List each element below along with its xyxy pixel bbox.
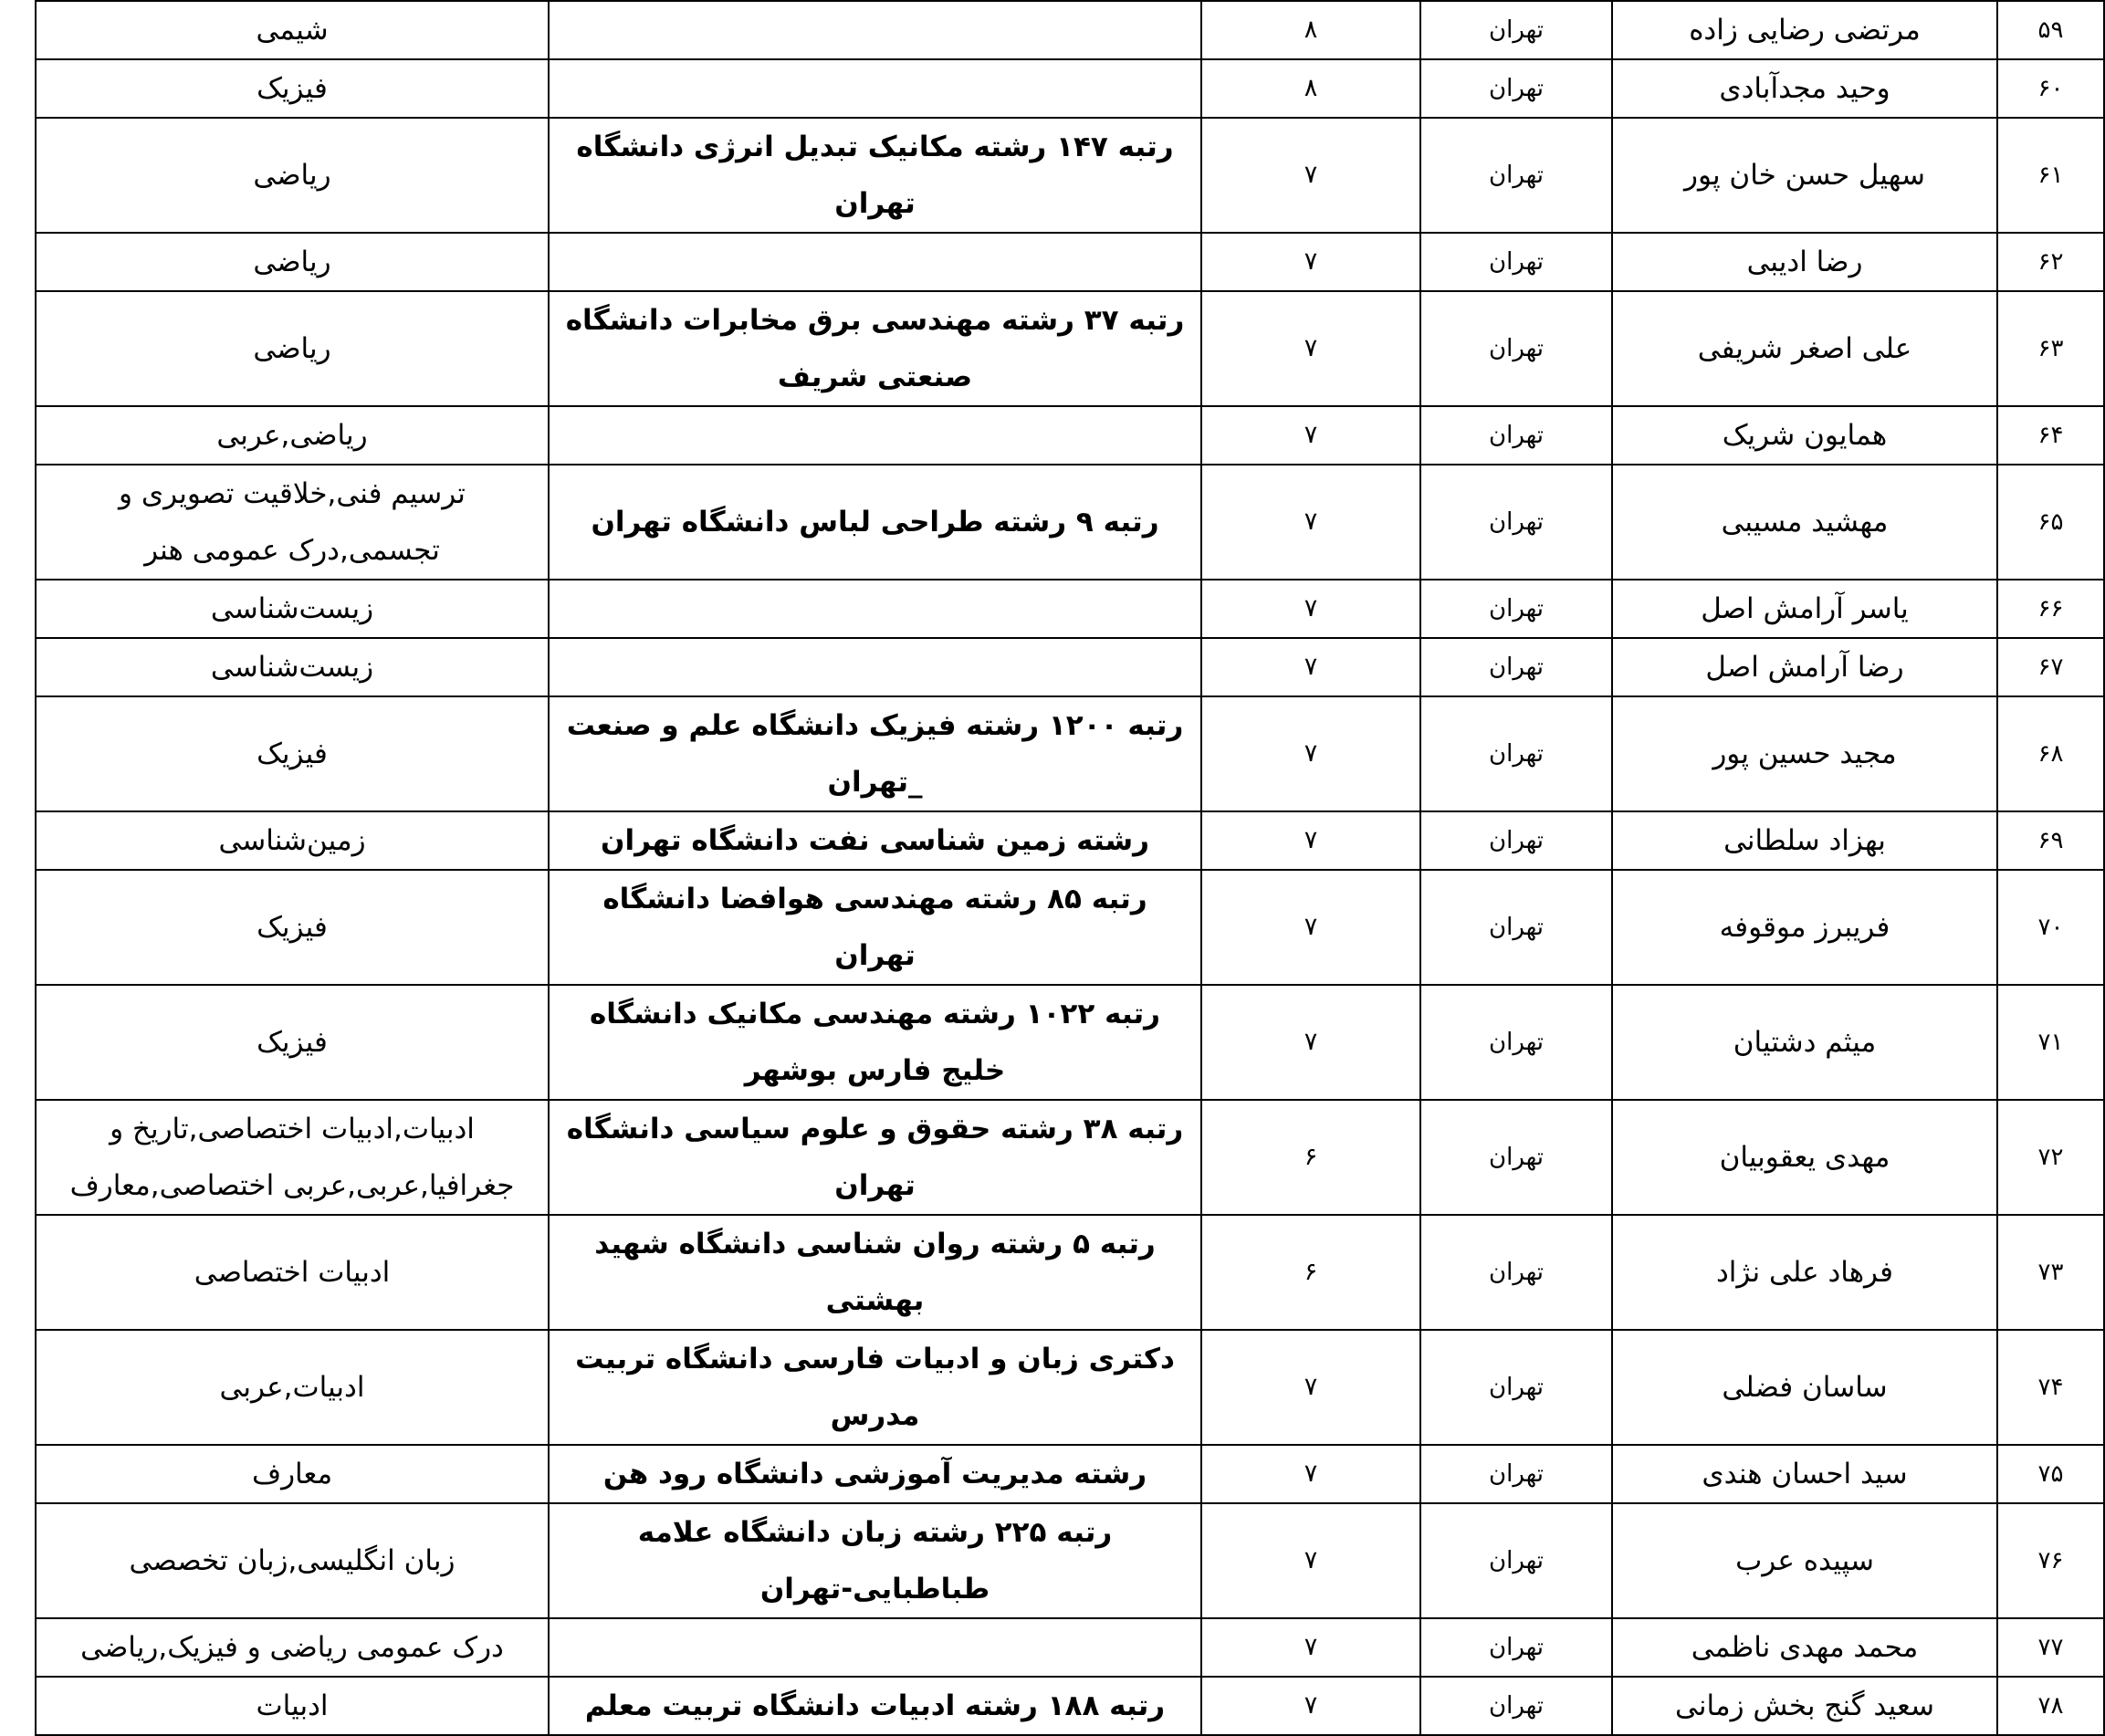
- city-cell: تهران: [1420, 1618, 1612, 1677]
- city-cell: تهران: [1420, 59, 1612, 118]
- row-number-cell: ۶۱: [1997, 118, 2104, 233]
- row-number-cell: ۷۱: [1997, 985, 2104, 1100]
- city-cell: تهران: [1420, 1215, 1612, 1330]
- university-rank-cell: رتبه ۳۷ رشته مهندسی برق مخابرات دانشگاه صنعتی شریف: [549, 291, 1201, 406]
- table-row: [36, 1618, 2104, 1677]
- row-number-cell: ۶۴: [1997, 406, 2104, 465]
- table-row: [36, 638, 2104, 696]
- city-cell: تهران: [1420, 233, 1612, 291]
- table-row: [36, 406, 2104, 465]
- university-rank-cell: [549, 1, 1201, 59]
- table-row: [36, 1330, 2104, 1445]
- subjects-cell: ریاضی: [36, 118, 549, 233]
- university-rank-cell: رتبه ۱۰۲۲ رشته مهندسی مکانیک دانشگاه خلیج فارس بوشهر: [549, 985, 1201, 1100]
- city-cell: تهران: [1420, 1503, 1612, 1618]
- row-number-cell: ۷۵: [1997, 1445, 2104, 1503]
- row-number-cell: ۵۹: [1997, 1, 2104, 59]
- table-row: [36, 233, 2104, 291]
- row-number-cell: ۷۶: [1997, 1503, 2104, 1618]
- university-rank-cell: رشته مدیریت آموزشی دانشگاه رود هن: [549, 1445, 1201, 1503]
- city-cell: تهران: [1420, 985, 1612, 1100]
- score-cell: ۷: [1201, 870, 1420, 985]
- subjects-cell: فیزیک: [36, 985, 549, 1100]
- university-rank-cell: [549, 233, 1201, 291]
- city-cell: تهران: [1420, 1100, 1612, 1215]
- teacher-name-cell: رضا آرامش اصل: [1612, 638, 1997, 696]
- subjects-cell: زیست‌شناسی: [36, 638, 549, 696]
- score-cell: ۸: [1201, 1, 1420, 59]
- score-cell: ۷: [1201, 811, 1420, 870]
- teacher-name-cell: مرتضی رضایی زاده: [1612, 1, 1997, 59]
- city-cell: تهران: [1420, 811, 1612, 870]
- university-rank-cell: [549, 406, 1201, 465]
- row-number-cell: ۶۹: [1997, 811, 2104, 870]
- score-cell: ۷: [1201, 1618, 1420, 1677]
- university-rank-cell: رتبه ۱۲۰۰ رشته فیزیک دانشگاه علم و صنعت _تهران: [549, 696, 1201, 811]
- university-rank-cell: [549, 580, 1201, 638]
- city-cell: تهران: [1420, 1, 1612, 59]
- subjects-cell: ریاضی: [36, 233, 549, 291]
- subjects-cell: ریاضی,عربی: [36, 406, 549, 465]
- city-cell: تهران: [1420, 580, 1612, 638]
- row-number-cell: ۶۷: [1997, 638, 2104, 696]
- table-row: [36, 1215, 2104, 1330]
- university-rank-cell: رتبه ۵ رشته روان شناسی دانشگاه شهید بهشتی: [549, 1215, 1201, 1330]
- teacher-name-cell: بهزاد سلطانی: [1612, 811, 1997, 870]
- subjects-cell: ترسیم فنی,خلاقیت تصویری و تجسمی,درک عمومی هنر: [36, 465, 549, 580]
- table-row: [36, 118, 2104, 233]
- table-row: [36, 1677, 2104, 1735]
- teacher-name-cell: فرهاد علی نژاد: [1612, 1215, 1997, 1330]
- city-cell: تهران: [1420, 291, 1612, 406]
- subjects-cell: فیزیک: [36, 59, 549, 118]
- teacher-name-cell: سپیده عرب: [1612, 1503, 1997, 1618]
- teacher-name-cell: فریبرز موقوفه: [1612, 870, 1997, 985]
- university-rank-cell: [549, 59, 1201, 118]
- score-cell: ۷: [1201, 985, 1420, 1100]
- city-cell: تهران: [1420, 406, 1612, 465]
- university-rank-cell: [549, 1618, 1201, 1677]
- table-row: [36, 696, 2104, 811]
- university-rank-cell: رتبه ۸۵ رشته مهندسی هوافضا دانشگاه تهران: [549, 870, 1201, 985]
- subjects-cell: ادبیات,ادبیات اختصاصی,تاریخ و جغرافیا,عربی,عربی اختصاصی,معارف: [36, 1100, 549, 1215]
- city-cell: تهران: [1420, 696, 1612, 811]
- teacher-name-cell: محمد مهدی ناظمی: [1612, 1618, 1997, 1677]
- city-cell: تهران: [1420, 465, 1612, 580]
- score-cell: ۷: [1201, 1330, 1420, 1445]
- university-rank-cell: رشته زمین شناسی نفت دانشگاه تهران: [549, 811, 1201, 870]
- subjects-cell: شیمی: [36, 1, 549, 59]
- subjects-cell: ادبیات: [36, 1677, 549, 1735]
- subjects-cell: زیست‌شناسی: [36, 580, 549, 638]
- teacher-name-cell: وحید مجدآبادی: [1612, 59, 1997, 118]
- row-number-cell: ۶۵: [1997, 465, 2104, 580]
- score-cell: ۷: [1201, 580, 1420, 638]
- table-row: [36, 985, 2104, 1100]
- city-cell: تهران: [1420, 118, 1612, 233]
- subjects-cell: ریاضی: [36, 291, 549, 406]
- teachers-table: [35, 0, 2105, 1736]
- score-cell: ۷: [1201, 118, 1420, 233]
- score-cell: ۷: [1201, 291, 1420, 406]
- score-cell: ۶: [1201, 1100, 1420, 1215]
- table-row: [36, 1100, 2104, 1215]
- teacher-name-cell: سهیل حسن خان پور: [1612, 118, 1997, 233]
- subjects-cell: فیزیک: [36, 870, 549, 985]
- subjects-cell: زبان انگلیسی,زبان تخصصی: [36, 1503, 549, 1618]
- teachers-table-container: [35, 0, 2064, 1736]
- university-rank-cell: رتبه ۳۸ رشته حقوق و علوم سیاسی دانشگاه تهران: [549, 1100, 1201, 1215]
- score-cell: ۷: [1201, 1445, 1420, 1503]
- score-cell: ۷: [1201, 638, 1420, 696]
- table-row: [36, 870, 2104, 985]
- university-rank-cell: دکتری زبان و ادبیات فارسی دانشگاه تربیت مدرس: [549, 1330, 1201, 1445]
- row-number-cell: ۷۸: [1997, 1677, 2104, 1735]
- city-cell: تهران: [1420, 1677, 1612, 1735]
- city-cell: تهران: [1420, 1330, 1612, 1445]
- teacher-name-cell: میثم دشتیان: [1612, 985, 1997, 1100]
- table-row: [36, 580, 2104, 638]
- university-rank-cell: [549, 638, 1201, 696]
- university-rank-cell: رتبه ۱۴۷ رشته مکانیک تبدیل انرژی دانشگاه تهران: [549, 118, 1201, 233]
- teacher-name-cell: سعید گنج بخش زمانی: [1612, 1677, 1997, 1735]
- university-rank-cell: رتبه ۹ رشته طراحی لباس دانشگاه تهران: [549, 465, 1201, 580]
- row-number-cell: ۶۲: [1997, 233, 2104, 291]
- score-cell: ۷: [1201, 1677, 1420, 1735]
- row-number-cell: ۷۰: [1997, 870, 2104, 985]
- score-cell: ۷: [1201, 696, 1420, 811]
- row-number-cell: ۷۷: [1997, 1618, 2104, 1677]
- teachers-table-body: [36, 1, 2104, 1735]
- table-row: [36, 811, 2104, 870]
- teacher-name-cell: مهشید مسیبی: [1612, 465, 1997, 580]
- row-number-cell: ۷۴: [1997, 1330, 2104, 1445]
- teacher-name-cell: علی اصغر شریفی: [1612, 291, 1997, 406]
- subjects-cell: فیزیک: [36, 696, 549, 811]
- teacher-name-cell: ساسان فضلی: [1612, 1330, 1997, 1445]
- university-rank-cell: رتبه ۱۸۸ رشته ادبیات دانشگاه تربیت معلم: [549, 1677, 1201, 1735]
- teacher-name-cell: مجید حسین پور: [1612, 696, 1997, 811]
- row-number-cell: ۶۸: [1997, 696, 2104, 811]
- row-number-cell: ۷۲: [1997, 1100, 2104, 1215]
- subjects-cell: ادبیات اختصاصی: [36, 1215, 549, 1330]
- score-cell: ۷: [1201, 406, 1420, 465]
- subjects-cell: ادبیات,عربی: [36, 1330, 549, 1445]
- row-number-cell: ۶۳: [1997, 291, 2104, 406]
- university-rank-cell: رتبه ۲۲۵ رشته زبان دانشگاه علامه طباطبایی-تهران: [549, 1503, 1201, 1618]
- table-row: [36, 1, 2104, 59]
- score-cell: ۸: [1201, 59, 1420, 118]
- row-number-cell: ۷۳: [1997, 1215, 2104, 1330]
- city-cell: تهران: [1420, 870, 1612, 985]
- table-row: [36, 1503, 2104, 1618]
- city-cell: تهران: [1420, 1445, 1612, 1503]
- subjects-cell: زمین‌شناسی: [36, 811, 549, 870]
- score-cell: ۷: [1201, 1503, 1420, 1618]
- subjects-cell: معارف: [36, 1445, 549, 1503]
- score-cell: ۷: [1201, 233, 1420, 291]
- score-cell: ۷: [1201, 465, 1420, 580]
- table-row: [36, 291, 2104, 406]
- teacher-name-cell: سید احسان هندی: [1612, 1445, 1997, 1503]
- table-row: [36, 1445, 2104, 1503]
- row-number-cell: ۶۰: [1997, 59, 2104, 118]
- score-cell: ۶: [1201, 1215, 1420, 1330]
- teacher-name-cell: یاسر آرامش اصل: [1612, 580, 1997, 638]
- teacher-name-cell: مهدی یعقوبیان: [1612, 1100, 1997, 1215]
- row-number-cell: ۶۶: [1997, 580, 2104, 638]
- subjects-cell: درک عمومی ریاضی و فیزیک,ریاضی: [36, 1618, 549, 1677]
- city-cell: تهران: [1420, 638, 1612, 696]
- table-row: [36, 465, 2104, 580]
- table-row: [36, 59, 2104, 118]
- teacher-name-cell: همایون شریک: [1612, 406, 1997, 465]
- teacher-name-cell: رضا ادیبی: [1612, 233, 1997, 291]
